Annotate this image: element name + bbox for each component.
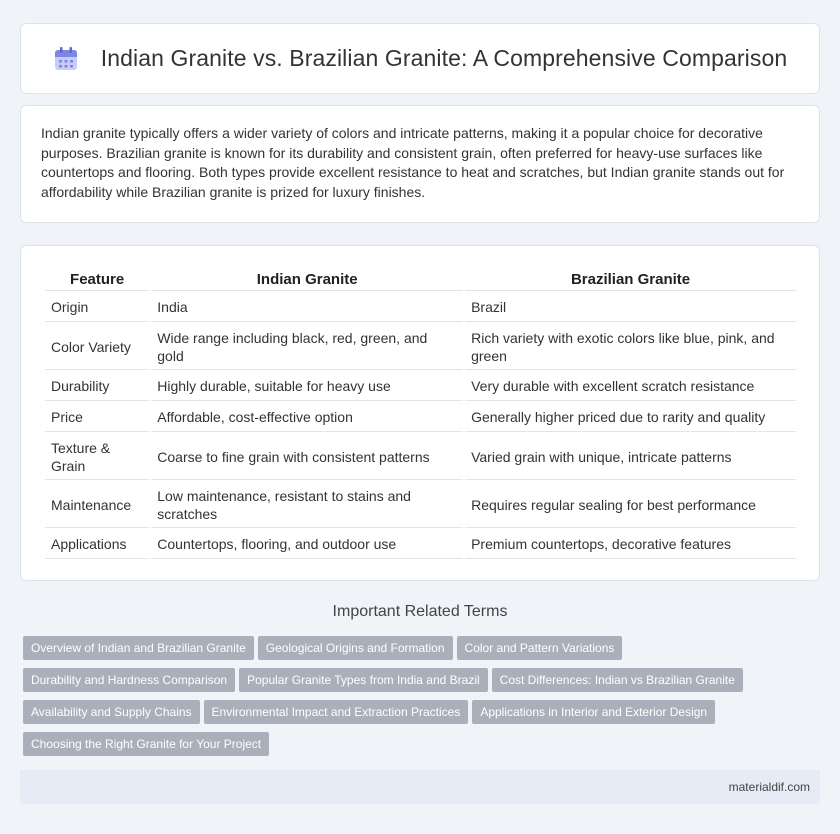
feature-cell: Texture & Grain [45, 434, 149, 480]
feature-cell: Durability [45, 372, 149, 401]
table-row [45, 530, 796, 559]
brazilian-cell: Rich variety with exotic colors like blue, pink, and green [465, 324, 796, 370]
related-terms-list [23, 636, 823, 764]
related-term-tag[interactable]: Popular Granite Types from India and Brazil [239, 668, 488, 692]
table-row [45, 372, 796, 401]
header-indian-granite: Indian Granite [151, 268, 463, 291]
feature-cell: Color Variety [45, 324, 149, 370]
related-terms-title: Important Related Terms [332, 603, 508, 620]
brazilian-cell: Very durable with excellent scratch resistance [465, 372, 796, 401]
footer [20, 770, 820, 804]
table-row [45, 434, 796, 480]
indian-cell: Countertops, flooring, and outdoor use [151, 530, 463, 559]
related-term-tag[interactable]: Availability and Supply Chains [23, 700, 200, 724]
header-feature: Feature [45, 268, 149, 291]
brazilian-cell: Requires regular sealing for best performance [465, 482, 796, 528]
feature-cell: Origin [45, 293, 149, 322]
related-term-tag[interactable]: Durability and Hardness Comparison [23, 668, 235, 692]
table-header-row [45, 268, 796, 291]
brazilian-cell: Varied grain with unique, intricate patterns [465, 434, 796, 480]
table-row [45, 482, 796, 528]
indian-cell: Coarse to fine grain with consistent patterns [151, 434, 463, 480]
related-term-tag[interactable]: Applications in Interior and Exterior Design [472, 700, 715, 724]
related-term-tag[interactable]: Cost Differences: Indian vs Brazilian Granite [492, 668, 743, 692]
indian-cell: Wide range including black, red, green, and gold [151, 324, 463, 370]
related-term-tag[interactable]: Color and Pattern Variations [457, 636, 623, 660]
intro-card [20, 105, 820, 223]
indian-cell: Affordable, cost-effective option [151, 403, 463, 432]
comparison-table [43, 266, 798, 561]
related-term-tag[interactable]: Overview of Indian and Brazilian Granite [23, 636, 254, 660]
header-card [20, 23, 820, 94]
table-row [45, 403, 796, 432]
footer-site-link[interactable]: materialdif.com [728, 780, 810, 794]
indian-cell: Low maintenance, resistant to stains and scratches [151, 482, 463, 528]
table-row [45, 293, 796, 322]
related-term-tag[interactable]: Environmental Impact and Extraction Practices [204, 700, 469, 724]
comparison-table-card [20, 245, 820, 581]
related-term-tag[interactable]: Geological Origins and Formation [258, 636, 453, 660]
page-title: Indian Granite vs. Brazilian Granite: A Comprehensive Comparison [100, 45, 788, 71]
feature-cell: Price [45, 403, 149, 432]
indian-cell: Highly durable, suitable for heavy use [151, 372, 463, 401]
feature-cell: Maintenance [45, 482, 149, 528]
brazilian-cell: Brazil [465, 293, 796, 322]
brazilian-cell: Generally higher priced due to rarity and quality [465, 403, 796, 432]
calendar-icon [53, 46, 79, 72]
brazilian-cell: Premium countertops, decorative features [465, 530, 796, 559]
feature-cell: Applications [45, 530, 149, 559]
indian-cell: India [151, 293, 463, 322]
header-brazilian-granite: Brazilian Granite [465, 268, 796, 291]
intro-paragraph: Indian granite typically offers a wider variety of colors and intricate patterns, making it a popular choice for decorative purposes. Brazilian granite is known for its durability and consistent grain, often preferred for heavy-use surfaces like countertops and flooring. Both types provide excellent resistance to heat and scratches, but Indian granite stands out for affordability while Brazilian granite is prized for luxury finishes. [41, 125, 785, 200]
table-row [45, 324, 796, 370]
related-term-tag[interactable]: Choosing the Right Granite for Your Project [23, 732, 269, 756]
